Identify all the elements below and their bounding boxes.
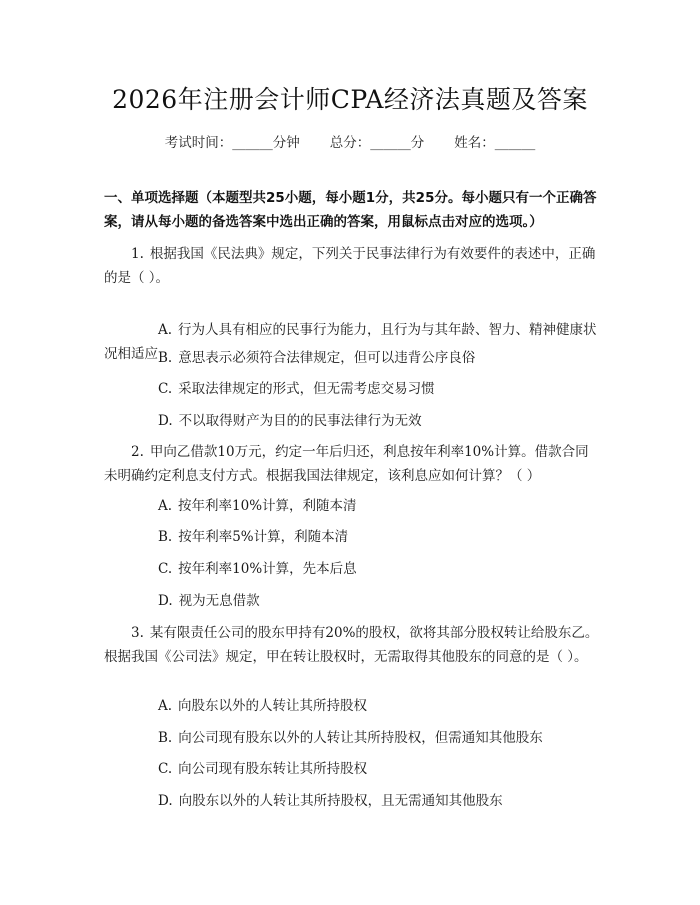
option-a[interactable] [104, 494, 600, 518]
question-number: 2. [131, 444, 144, 460]
option-text: 按年利率5%计算，利随本清 [178, 529, 349, 545]
option-label: A. [158, 498, 173, 514]
option-label: A. [158, 322, 173, 338]
name-field: 姓名：______ [454, 135, 536, 151]
option-d[interactable] [104, 789, 600, 813]
exam-time-field: 考试时间：______分钟 [164, 135, 300, 151]
option-b[interactable] [104, 726, 600, 750]
question-text: 甲向乙借款10万元，约定一年后归还，利息按年利率10%计算。借款合同未明确约定利息支付方式。根据我国法律规定，该利息应如何计算？（ ） [104, 444, 589, 484]
option-text: 按年利率10%计算，利随本清 [178, 498, 357, 514]
option-label: B. [158, 730, 173, 746]
option-label: C. [158, 381, 173, 397]
option-label: C. [158, 761, 173, 777]
question-number: 1. [131, 246, 144, 262]
option-label: D. [158, 793, 173, 809]
question-stem [104, 621, 600, 669]
option-c[interactable] [104, 377, 600, 401]
option-text: 意思表示必须符合法律规定，但可以违背公序良俗 [178, 350, 476, 366]
option-d[interactable] [104, 409, 600, 433]
option-a[interactable] [104, 694, 600, 718]
option-text: 向股东以外的人转让其所持股权，且无需通知其他股东 [178, 793, 503, 809]
option-label: B. [158, 350, 173, 366]
question-stem [104, 242, 600, 290]
option-text: 向公司现有股东转让其所持股权 [178, 761, 368, 777]
question-text: 根据我国《民法典》规定，下列关于民事法律行为有效要件的表述中，正确的是（ ）。 [104, 246, 596, 286]
option-text: 不以取得财产为目的的民事法律行为无效 [178, 413, 422, 429]
option-text: 向公司现有股东以外的人转让其所持股权，但需通知其他股东 [178, 730, 543, 746]
option-b[interactable] [104, 525, 600, 549]
option-text: 采取法律规定的形式，但无需考虑交易习惯 [178, 381, 435, 397]
option-text: 视为无息借款 [178, 593, 260, 609]
option-label: C. [158, 561, 173, 577]
page-title: 2026年注册会计师CPA经济法真题及答案 [112, 85, 588, 114]
total-score-field: 总分：______分 [329, 135, 425, 151]
option-text: 行为人具有相应的民事行为能力，且行为与其年龄、智力、精神健康状况相适应 [104, 322, 597, 362]
option-c[interactable] [104, 557, 600, 581]
option-b[interactable] [104, 346, 600, 370]
option-d[interactable] [104, 589, 600, 613]
question-text: 某有限责任公司的股东甲持有20%的股权，欲将其部分股权转让给股东乙。根据我国《公司法》规定，甲在转让股权时，无需取得其他股东的同意的是（ ）。 [104, 625, 599, 665]
option-text: 向股东以外的人转让其所持股权 [178, 698, 368, 714]
option-text: 按年利率10%计算，先本后息 [178, 561, 357, 577]
question-stem [104, 440, 600, 488]
section-header: 一、单项选择题（本题型共25小题，每小题1分，共25分。每小题只有一个正确答案，请从每小题的备选答案中选出正确的答案，用鼠标点击对应的选项。） [104, 190, 597, 230]
exam-meta [0, 131, 700, 151]
option-label: D. [158, 593, 173, 609]
option-label: A. [158, 698, 173, 714]
option-label: D. [158, 413, 173, 429]
question-number: 3. [131, 625, 144, 641]
option-c[interactable] [104, 757, 600, 781]
option-label: B. [158, 529, 173, 545]
